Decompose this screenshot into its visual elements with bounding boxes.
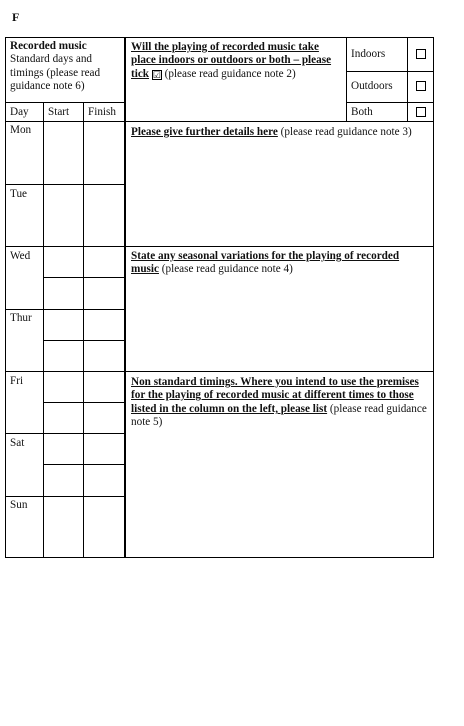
option-indoors-label: Indoors [351, 48, 386, 60]
further-details-field[interactable] [126, 156, 433, 245]
day-label-thur: Thur [10, 312, 32, 324]
option-row-line [346, 71, 434, 72]
question-note: (please read guidance note 2) [164, 67, 296, 80]
day-label-tue: Tue [10, 188, 27, 200]
seasonal-variations-title: State any seasonal variations for the playing of recorded music [131, 250, 400, 276]
wed-finish-field[interactable] [84, 247, 124, 309]
section-letter: F [12, 10, 20, 24]
mon-start-field[interactable] [44, 122, 83, 184]
fri-start-field[interactable] [44, 372, 83, 433]
sat-finish-field[interactable] [84, 434, 124, 496]
indoors-checkbox[interactable] [416, 49, 426, 59]
option-outdoors-label: Outdoors [351, 80, 393, 92]
thur-start-field[interactable] [44, 310, 83, 371]
tue-start-field[interactable] [44, 185, 83, 246]
mon-finish-field[interactable] [84, 122, 124, 184]
day-label-sat: Sat [10, 437, 25, 449]
fri-finish-field[interactable] [84, 372, 124, 433]
seasonal-variations-note: (please read guidance note 4) [161, 263, 293, 276]
wed-start-field[interactable] [44, 247, 83, 309]
day-label-fri: Fri [10, 375, 24, 387]
options-divider [346, 37, 347, 121]
non-standard-timings-heading [131, 376, 428, 430]
right-section-line [125, 371, 434, 372]
option-row-line [346, 102, 434, 103]
col-header-day: Day [10, 106, 29, 118]
sun-start-field[interactable] [44, 497, 83, 557]
non-standard-timings-note: (please read guidance note 5) [131, 402, 427, 429]
sun-finish-field[interactable] [84, 497, 124, 557]
right-section-line [125, 121, 434, 122]
sat-start-field[interactable] [44, 434, 83, 496]
day-label-mon: Mon [10, 124, 32, 136]
checkbox-divider [407, 37, 408, 121]
col-header-finish: Finish [88, 106, 116, 118]
day-label-wed: Wed [10, 250, 31, 262]
day-label-sun: Sun [10, 499, 28, 511]
row-line [5, 102, 125, 103]
non-standard-timings-title: Non standard timings. Where you intend to use the premises for the playing of recorded music at different times to those listed in the column on the left, please list [131, 376, 419, 415]
further-details-note: (please read guidance note 3) [280, 126, 412, 138]
option-both-label: Both [351, 106, 373, 118]
non-standard-timings-field[interactable] [126, 432, 433, 557]
outdoors-checkbox[interactable] [416, 81, 426, 91]
thur-finish-field[interactable] [84, 310, 124, 371]
left-header-desc: Standard days and timings (please read guidance note 6) [10, 53, 101, 93]
left-header [10, 40, 122, 94]
left-header-title: Recorded music [10, 40, 87, 52]
indoor-outdoor-question [131, 41, 341, 81]
further-details-heading [131, 126, 428, 139]
further-details-title: Please give further details here [131, 126, 278, 138]
question-text: Will the playing of recorded music take place indoors or outdoors or both – please tick [131, 41, 332, 80]
seasonal-variations-heading [131, 250, 428, 277]
seasonal-variations-field[interactable] [126, 282, 433, 370]
right-section-line [125, 246, 434, 247]
both-checkbox[interactable] [416, 107, 426, 117]
tue-finish-field[interactable] [84, 185, 124, 246]
tick-glyph-icon: ☑ [152, 69, 161, 80]
col-header-start: Start [48, 106, 70, 118]
